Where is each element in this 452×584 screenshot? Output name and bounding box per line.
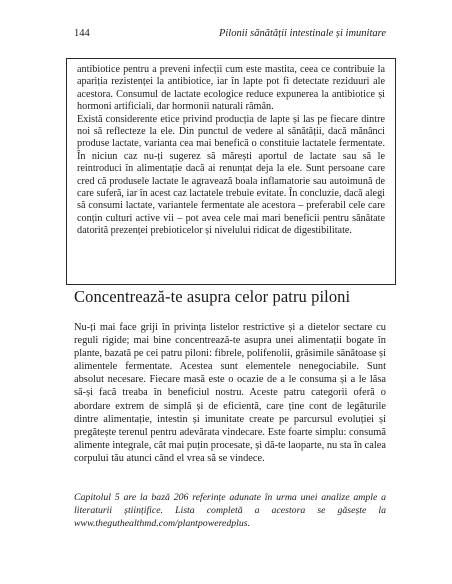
chapter-references-note: Capitolul 5 are la bază 206 referințe adunate în urma unei analize ample a literaturii științifice. Lista completă a acestora se găsește la www.theguthealthmd.com/plantpoweredplus.	[74, 492, 386, 529]
body-paragraph: Nu-ți mai face griji în privința listelor restrictive și a dietelor sectare cu reguli rigide; mai bine concentrează-te asupra unei alimentații bogate în plante, bazată pe cei patru piloni: fibrele, polifenolii, grăsimile sănătoase și alimentele fermentate. Acestea sunt elementele nenegociabile. Sunt absolut necesare. Fiecare masă este o ocazie de a le consuma și a le lăsa să-și facă treaba în beneficiul nostru. Aceste patru categorii oferă o abordare extrem de simplă și de eficientă, care ține cont de legăturile dintre alimentație, intestin și imunitate create pe parcursul evoluției și pregătește terenul pentru adevărata vindecare. Este foarte simplu: consumă alimente integrale, cât mai puțin procesate, și dă-te laoparte, nu sta în calea corpului tău atunci când el vrea să se vindece.	[74, 322, 386, 464]
page-number: 144	[74, 28, 90, 39]
boxed-sidebar-text	[66, 58, 396, 285]
page-header	[74, 28, 386, 42]
box-paragraph: antibiotice pentru a preveni infecții cum este mastita, ceea ce contribuie la apariția rezistenței la antibiotice, iar în lapte pot fi detectate reziduuri ale acestora. Consumul de lactate ecologice reduce expunerea la antibiotice și hormoni artificiali, dar hormonii naturali rămân.	[77, 64, 385, 113]
running-title: Pilonii sănătății intestinale și imunitare	[218, 28, 386, 39]
box-paragraph: Există considerente etice privind producția de lapte și las pe fiecare dintre noi să reflecteze la ele. Din punctul de vedere al sănătății, dacă mănânci produse lactate, varianta cea mai benefică o constituie lactatele fermentate. În niciun caz nu-ți sugerez să mărești aportul de lactate sau să le reintroduci în alimentație dacă ai renunțat deja la ele. Sunt persoane care cred că produsele lactate le agravează boala inflamatorie sau autoimună de care suferă, iar în acest caz lactatele trebuie evitate. În concluzie, dacă alegi să consumi lactate, variantele fermentate ale acestora – preferabil cele care conțin culturi active vii – pot avea cele mai mari beneficii pentru sănătate datorită prezenței prebioticelor și nivelului ridicat de digestibilitate.	[77, 113, 385, 237]
section-heading: Concentrează-te asupra celor patru piloni	[74, 287, 351, 306]
